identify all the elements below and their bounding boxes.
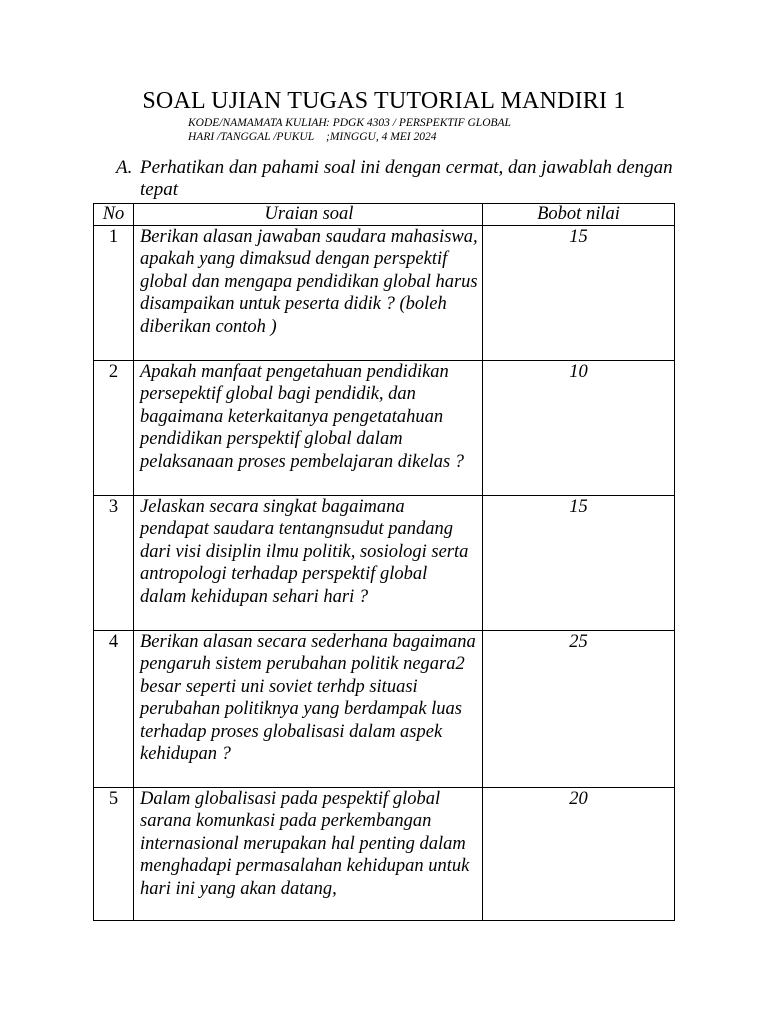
meta-course-label: KODE/NAMAMATA KULIAH: [188, 117, 327, 129]
meta-date-value: ;MINGGU, 4 MEI 2024: [326, 131, 437, 143]
table-row: [94, 631, 675, 788]
table-row: [94, 496, 675, 631]
meta-date-line: [188, 131, 437, 143]
row-question: Apakah manfaat pengetahuan pendidikan persepektif global bagi pendidik, dan bagaimana keterkaitanya pengetatahuan pendidikan perspektif global dalam pelaksanaan proses pembelajaran dikelas ?: [134, 361, 483, 496]
row-no: 3: [94, 496, 134, 631]
instruction: [116, 157, 676, 201]
instruction-letter: A.: [116, 157, 133, 178]
document-title: SOAL UJIAN TUGAS TUTORIAL MANDIRI 1: [142, 88, 626, 114]
table-header-row: [94, 204, 675, 226]
row-no: 1: [94, 226, 134, 361]
table-row: [94, 361, 675, 496]
row-no: 2: [94, 361, 134, 496]
row-question: Berikan alasan jawaban saudara mahasiswa, apakah yang dimaksud dengan perspektif global dan mengapa pendidikan global harus disampaikan untuk peserta didik ? (boleh diberikan contoh ): [134, 226, 483, 361]
meta-course-line: [188, 117, 511, 129]
header-weight: Bobot nilai: [483, 204, 675, 226]
row-no: 5: [94, 788, 134, 921]
instruction-text: Perhatikan dan pahami soal ini dengan cermat, dan jawablah dengan tepat: [140, 157, 673, 200]
row-no: 4: [94, 631, 134, 788]
table-row: [94, 226, 675, 361]
row-question: Berikan alasan secara sederhana bagaimana pengaruh sistem perubahan politik negara2 besar seperti uni soviet terhdp situasi perubahan politiknya yang berdampak luas terhadap proses globalisasi dalam aspek kehidupan ?: [134, 631, 483, 788]
header-no: No: [94, 204, 134, 226]
row-weight: 15: [483, 226, 675, 361]
meta-date-label: HARI /TANGGAL /PUKUL: [188, 131, 315, 143]
row-weight: 20: [483, 788, 675, 921]
question-table: [93, 203, 675, 921]
row-question: Dalam globalisasi pada pespektif global sarana komunkasi pada perkembangan internasional merupakan hal penting dalam menghadapi permasalahan kehidupan untuk hari ini yang akan datang,: [134, 788, 483, 921]
meta-course-value: : PDGK 4303 / PERSPEKTIF GLOBAL: [326, 117, 511, 129]
row-weight: 15: [483, 496, 675, 631]
row-weight: 10: [483, 361, 675, 496]
row-weight: 25: [483, 631, 675, 788]
table-row: [94, 788, 675, 921]
row-question: Jelaskan secara singkat bagaimana pendapat saudara tentangnsudut pandang dari visi disiplin ilmu politik, sosiologi serta antropologi terhadap perspektif global dalam kehidupan sehari hari ?: [134, 496, 483, 631]
header-question: Uraian soal: [134, 204, 483, 226]
